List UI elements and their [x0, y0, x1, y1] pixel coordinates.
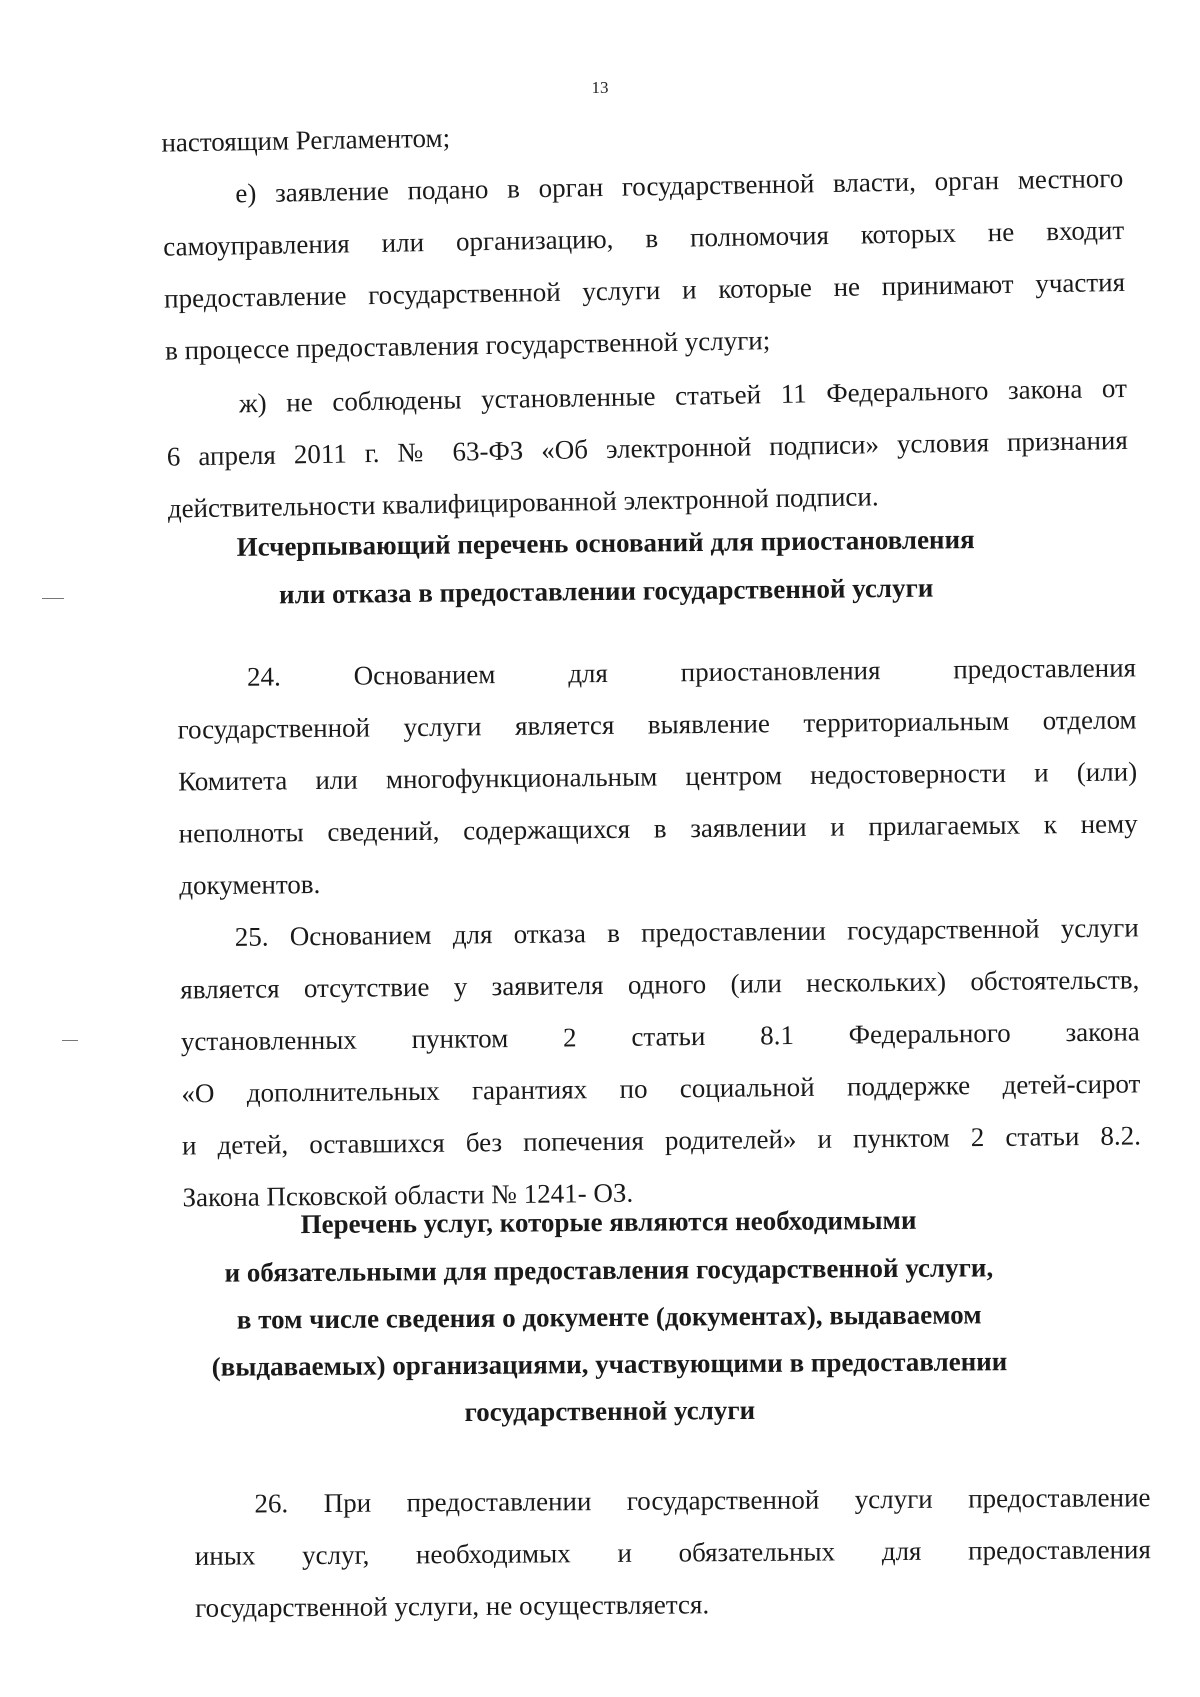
heading-line: (выдаваемых) организациями, участвующими в предоставлении [211, 1346, 1008, 1382]
page-number: 13 [591, 78, 609, 97]
text-line: иных услуг, необходимых и обязательных для предоставления [194, 1534, 1151, 1571]
text-line: в процессе предоставления государственной услуги; [164, 325, 771, 366]
text-line: установленных пунктом 2 статьи 8.1 Федерального закона [180, 1016, 1140, 1057]
text-line: ж) не соблюдены установленные статьей 11 Федерального закона от [238, 372, 1128, 419]
text-line: государственной услуги, не осуществляется. [195, 1589, 710, 1623]
text-line: действительности квалифицированной электронной подписи. [167, 481, 879, 524]
text-line: 6 апреля 2011 г. № 63-ФЗ «Об электронной подписи» условия признания [166, 424, 1129, 472]
text-line: настоящим Регламентом; [161, 122, 451, 158]
text-line: неполноты сведений, содержащихся в заявлении и прилагаемых к нему [178, 808, 1138, 849]
text-line: и детей, оставшихся без попечения родителей» и пунктом 2 статьи 8.2. [181, 1120, 1142, 1161]
text-line: Закона Псковской области № 1241- ОЗ. [182, 1177, 634, 1213]
text-line: предоставление государственной услуги и которые не принимают участия [163, 266, 1126, 314]
heading-line: и обязательными для предоставления государственной услуги, [224, 1252, 994, 1288]
text-line: Комитета или многофункциональным центром недостоверности и (или) [178, 756, 1138, 797]
text-line: государственной услуги является выявление территориальным отделом [177, 704, 1137, 745]
heading-line: государственной услуги [464, 1394, 756, 1427]
text-line: самоуправления или организацию, в полномочия которых не входит [162, 214, 1125, 262]
text-line: является отсутствие у заявителя одного (или нескольких) обстоятельств, [180, 964, 1140, 1005]
heading-line: Исчерпывающий перечень оснований для приостановления [236, 524, 975, 562]
text-line: 24. Основанием для приостановления предоставления [246, 652, 1137, 692]
text-line: 25. Основанием для отказа в предоставлении государственной услуги [234, 912, 1139, 952]
scan-mark [42, 598, 64, 599]
heading-line: в том числе сведения о документе (документах), выдаваемом [236, 1299, 982, 1335]
text-line: е) заявление подано в орган государственной власти, орган местного [235, 162, 1124, 209]
heading-line: Перечень услуг, которые являются необходимыми [300, 1204, 917, 1240]
scan-mark [62, 1040, 78, 1041]
text-line: 26. При предоставлении государственной услуги предоставление [254, 1482, 1151, 1519]
text-line: документов. [179, 868, 321, 901]
text-line: «О дополнительных гарантиях по социальной поддержке детей-сирот [181, 1068, 1141, 1109]
heading-line: или отказа в предоставлении государственной услуги [278, 572, 934, 610]
